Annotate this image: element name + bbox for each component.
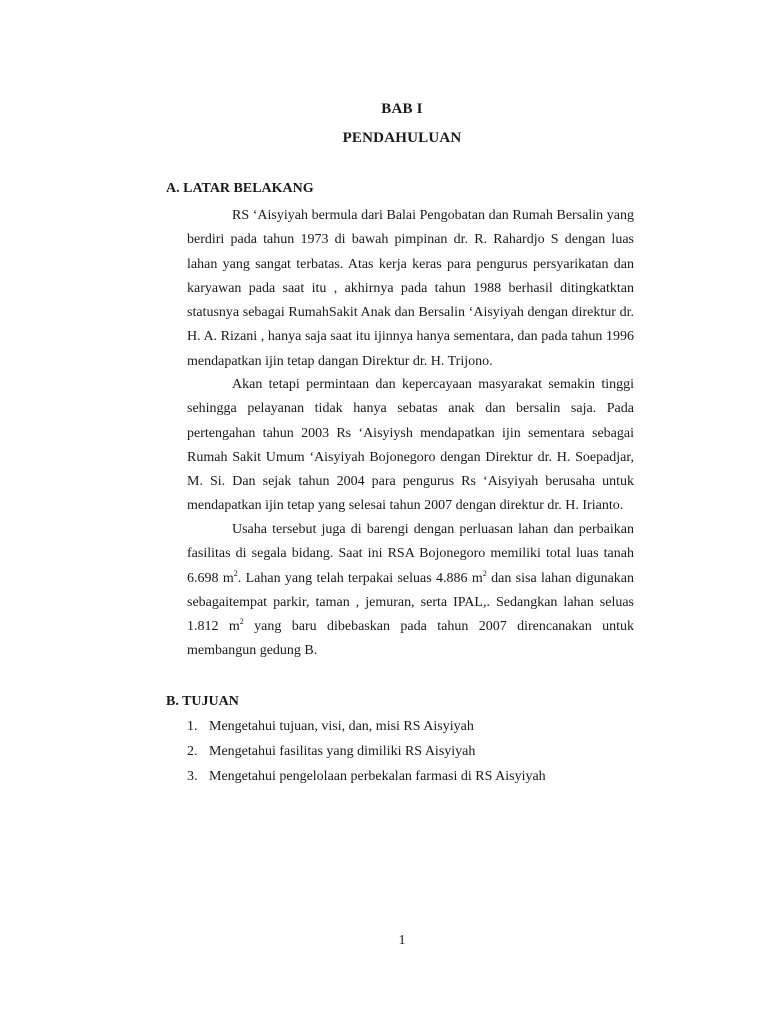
background-paragraph-3 [187,518,634,664]
chapter-title: PENDAHULUAN [342,130,462,146]
p3-text-a: Usaha tersebut juga di barengi dengan perluasan lahan dan perbaikan fasilitas di segala bidang. Saat ini RSA Bojonegoro memiliki total luas tanah 6.698 m [187,522,634,586]
list-item-number: 3. [187,769,198,784]
section-a-title: A. LATAR BELAKANG [166,181,314,196]
list-item-number: 2. [187,744,198,759]
list-item [187,714,546,739]
list-item [187,764,546,789]
p3-text-d: yang baru dibebaskan pada tahun 2007 direncanakan untuk membangun gedung B. [187,619,634,659]
list-item-number: 1. [187,719,198,734]
background-paragraph-2: Akan tetapi permintaan dan kepercayaan masyarakat semakin tinggi sehingga pelayanan tidak hanya sebatas anak dan bersalin saja. Pada pertengahan tahun 2003 Rs ‘Aisyiysh mendapatkan ijin sementara sebagai Rumah Sakit Umum ‘Aisyiyah Bojonegoro dengan Direktur dr. H. Soepadjar, M. Si. Dan sejak tahun 2004 para pengurus Rs ‘Aisyiyah berusaha untuk mendapatkan ijin tetap yang selesai tahun 2007 dengan direktur dr. H. Irianto. [187,377,634,514]
chapter-number: BAB I [381,101,423,117]
page-number: 1 [398,933,406,948]
list-item [187,739,546,764]
list-item-text: Mengetahui pengelolaan perbekalan farmasi di RS Aisyiyah [209,769,546,784]
p3-superscript-2: 2 [482,568,487,578]
list-item-text: Mengetahui fasilitas yang dimiliki RS Aisyiyah [209,744,476,759]
background-paragraph-1: RS ‘Aisyiyah bermula dari Balai Pengobatan dan Rumah Bersalin yang berdiri pada tahun 1973 di bawah pimpinan dr. R. Rahardjo S dengan luas lahan yang sangat terbatas. Atas kerja keras para pengurus persyarikatan dan karyawan pada saat itu , akhirnya pada tahun 1988 berhasil ditingkatktan statusnya sebagai RumahSakit Anak dan Bersalin ‘Aisyiyah dengan direktur dr. H. A. Rizani , hanya saja saat itu ijinnya hanya sementara, dan pada tahun 1996 mendapatkan ijin tetap dangan Direktur dr. H. Trijono. [187,208,634,369]
p3-superscript-3: 2 [239,617,244,627]
p3-text-c: dan sisa lahan digunakan sebagaitempat parkir, taman , jemuran, serta IPAL,. Sedangkan lahan seluas 1.812 m [187,570,634,635]
objectives-list [187,714,546,789]
p3-text-b: . Lahan yang telah terpakai seluas 4.886 m [237,570,483,586]
section-b-title: B. TUJUAN [166,694,239,709]
list-item-text: Mengetahui tujuan, visi, dan, misi RS Aisyiyah [209,719,474,734]
p3-superscript-1: 2 [233,568,238,578]
